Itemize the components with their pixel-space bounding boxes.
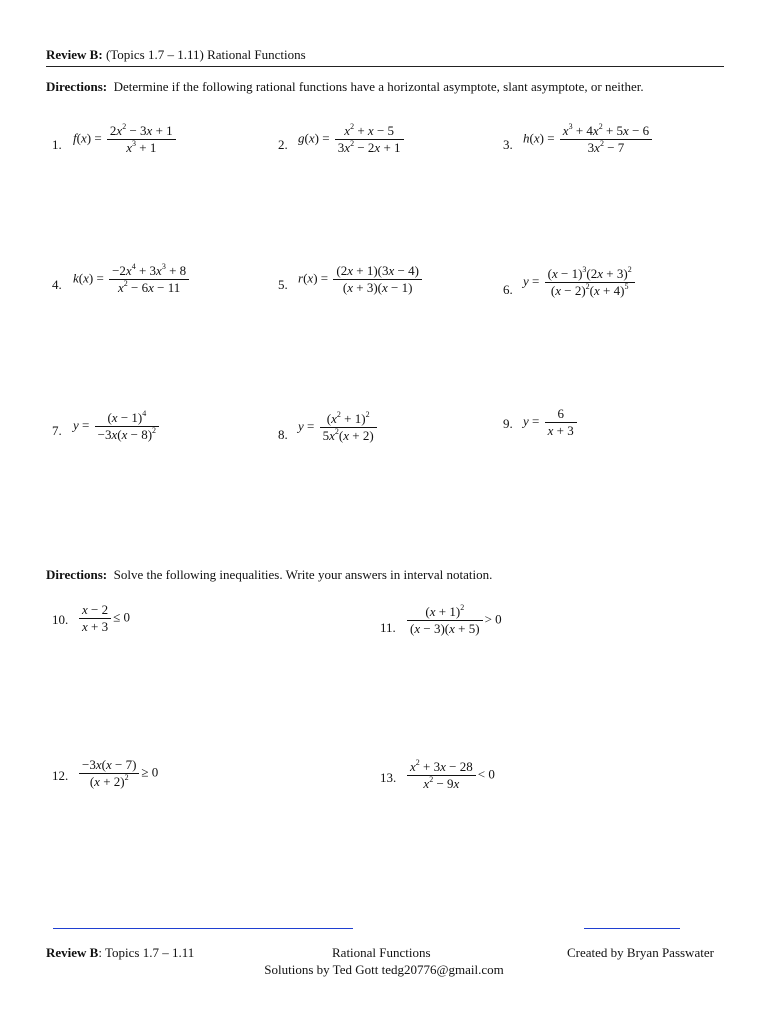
footer-link-line-left [53,928,353,929]
problem-2-equation: g(x) = $\frac{x^2 + x - 5}{3x^2 - 2x + 1}$ [298,123,406,156]
directions-text: Solve the following inequalities. Write your answers in interval notation. [113,567,493,582]
problem-4-equation: k(x) = $\frac{-2x^4 + 3x^3 + 8}{x^2 - 6x - 11}$ [73,263,191,296]
problem-5-equation: r(x) = $\frac{(2x + 1)(3x - 4)}{(x + 3)(x - 1)}$ [298,263,424,296]
problem-1-equation: f(x) = $\frac{2x^2 - 3x + 1}{x^3 + 1}$ [73,123,178,156]
footer-right: Created by Bryan Passwater [567,945,714,960]
problem-number: 5. [278,277,288,292]
problem-number: 1. [52,137,62,152]
header-rule [46,66,724,67]
problem-number: 7. [52,423,62,438]
directions-label: Directions: [46,79,108,94]
problem-number: 8. [278,427,288,442]
footer-left-bold: Review B [46,945,99,960]
problem-6-equation: y = $\frac{(x - 1)^3(2x + 3)^2}{(x - 2)^2(x + 4)^5}$ [523,266,637,299]
footer-link-line-right [584,928,680,929]
footer-left [46,945,194,961]
problem-10-inequality: $\frac{x - 2}{x + 3}$ ≤ 0 [77,602,130,635]
directions-rational [46,79,644,95]
worksheet-title [46,47,306,63]
problem-11-inequality: $\frac{(x + 1)^2}{(x - 3)(x + 5)}$ > 0 [405,604,502,637]
problem-number: 2. [278,137,288,152]
problem-number: 12. [52,768,69,783]
title-bold: Review B: [46,47,103,62]
problem-13-inequality: $\frac{x^2 + 3x - 28}{x^2 - 9x}$ < 0 [405,759,495,792]
problem-7-equation: y = $\frac{(x - 1)^4}{-3x(x - 8)^2}$ [73,410,161,443]
problem-number: 11. [380,620,396,635]
problem-8-equation: y = $\frac{(x^2 + 1)^2}{5x^2(x + 2)}$ [298,411,379,444]
problem-9-equation: y = $\frac{6}{x + 3}$ [523,406,579,439]
problem-12-inequality: $\frac{-3x(x - 7)}{(x + 2)^2}$ ≥ 0 [77,757,158,790]
directions-text: Determine if the following rational functions have a horizontal asymptote, slant asymptote, or neither. [113,79,644,94]
email-link[interactable]: tedg20776@gmail.com [381,962,504,977]
footer-center: Rational Functions [332,945,431,960]
footer-solutions [0,962,768,978]
problem-3-equation: h(x) = $\frac{x^3 + 4x^2 + 5x - 6}{3x^2 - 7}$ [523,123,654,156]
directions-inequalities [46,567,492,583]
title-rest: (Topics 1.7 – 1.11) Rational Functions [105,47,306,62]
problem-number: 9. [503,416,513,431]
problem-number: 4. [52,277,62,292]
footer-left-rest: : Topics 1.7 – 1.11 [98,945,195,960]
solutions-prefix: Solutions by Ted Gott [264,962,379,977]
directions-label: Directions: [46,567,108,582]
problem-number: 10. [52,612,69,627]
problem-number: 3. [503,137,513,152]
problem-number: 13. [380,770,397,785]
problem-number: 6. [503,282,513,297]
